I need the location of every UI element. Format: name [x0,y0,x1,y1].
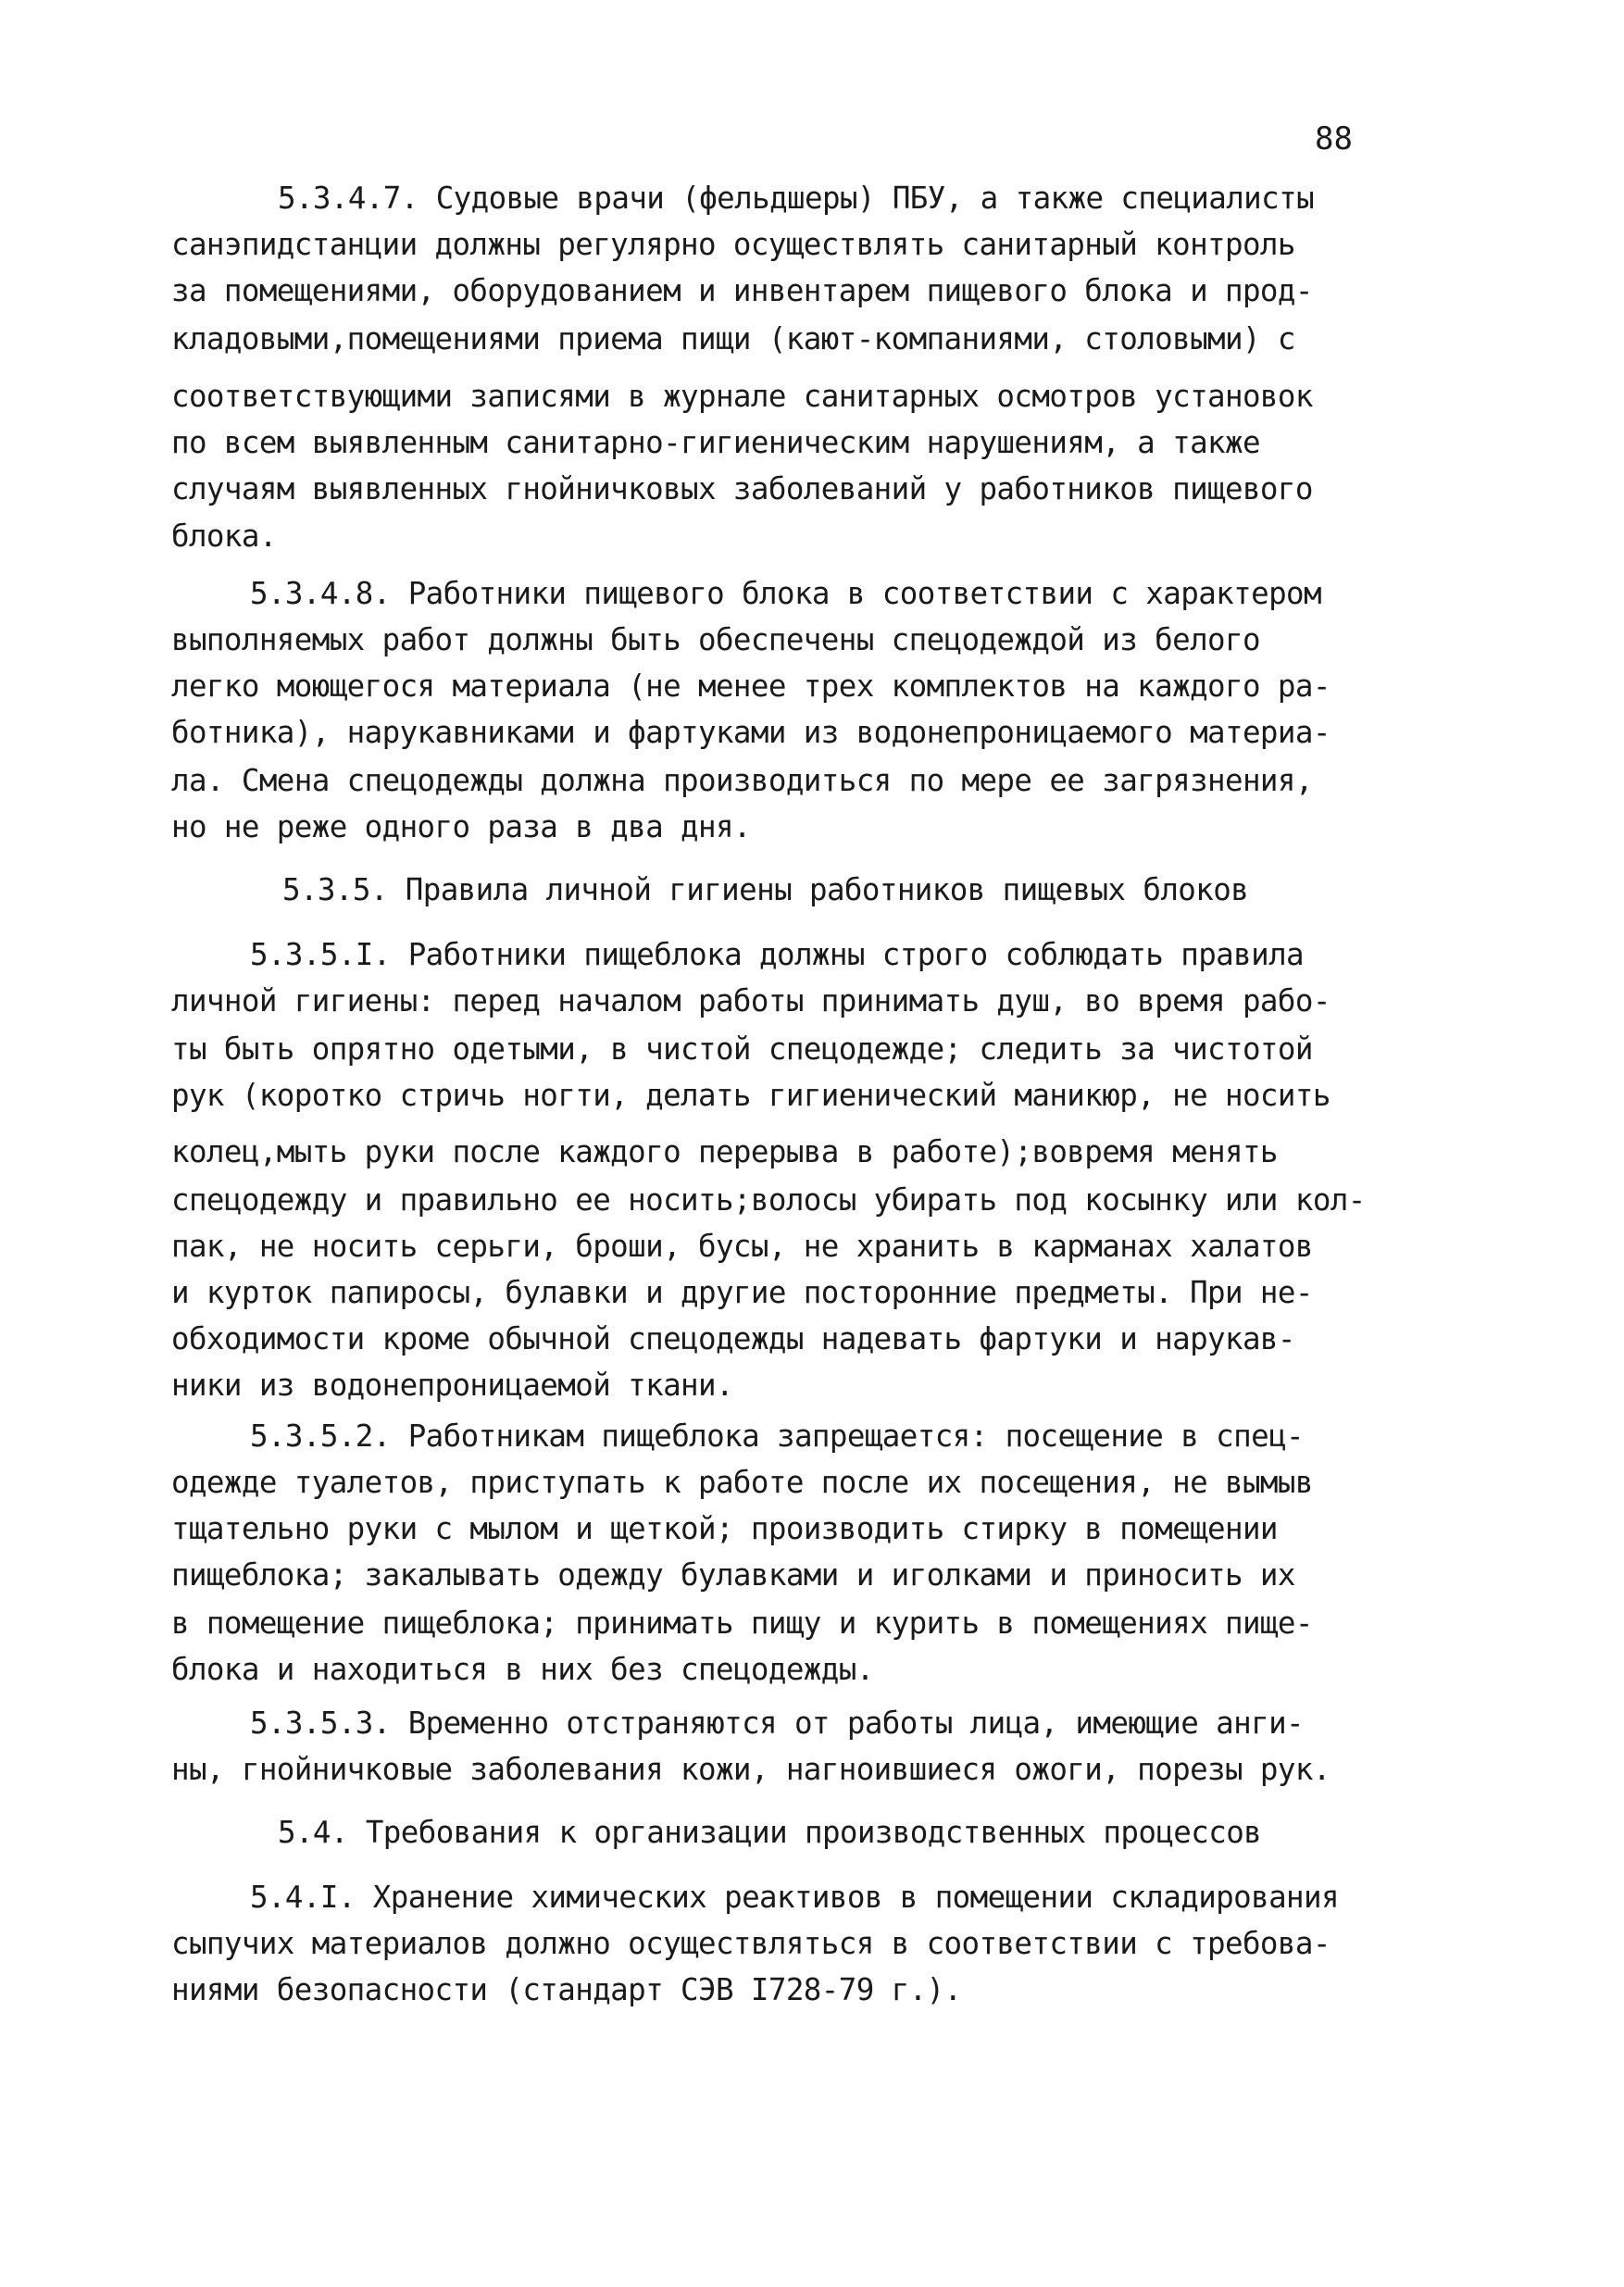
text-line: но не реже одного раза в два дня. [171,809,751,844]
text-line: по всем выявленным санитарно-гигиеническим нарушениям, а также [171,425,1260,460]
text-line: спецодежду и правильно ее носить;волосы убирать под косынку или кол- [171,1182,1366,1218]
text-line: за помещениями, оборудованием и инвентарем пищевого блока и прод- [171,273,1313,308]
text-line: ботника), нарукавниками и фартуками из водонепроницаемого материа- [171,715,1330,750]
text-line: личной гигиены: перед началом работы принимать душ, во время рабо- [171,983,1330,1019]
text-line: и курток папиросы, булавки и другие посторонние предметы. При не- [171,1275,1313,1310]
text-line: 5.4.I. Хранение химических реактивов в помещении складирования [250,1880,1339,1915]
text-line: 5.3.5.3. Временно отстраняются от работы лица, имеющие анги- [250,1706,1304,1741]
text-line: 5.3.5.2. Работникам пищеблока запрещается: посещение в спец- [250,1418,1304,1454]
text-line: выполняемых работ должны быть обеспечены спецодеждой из белого [171,622,1260,657]
text-line: ла. Смена спецодежды должна производиться по мере ее загрязнения, [171,763,1313,798]
text-line: кладовыми,помещениями приема пищи (кают-компаниями, столовыми) с [171,321,1295,356]
section-heading: 5.3.5. Правила личной гигиены работников пищевых блоков [282,872,1249,907]
text-line: легко моющегося материала (не менее трех комплектов на каждого ра- [171,669,1330,704]
text-line: 5.3.5.I. Работники пищеблока должны строго соблюдать правила [250,937,1304,972]
text-line: ны, гнойничковые заболевания кожи, нагноившиеся ожоги, порезы рук. [171,1752,1330,1787]
text-line: ниями безопасности (стандарт СЭВ I728-79 г.). [171,1972,962,2007]
page-number: 88 [1315,120,1353,157]
text-line: случаям выявленных гнойничковых заболеваний у работников пищевого [171,471,1313,506]
text-line: соответствующими записями в журнале санитарных осмотров установок [171,379,1313,414]
text-line: ники из водонепроницаемой ткани. [171,1368,733,1403]
text-line: 5.3.4.8. Работники пищевого блока в соответствии с характером [250,576,1321,611]
text-line: пищеблока; закалывать одежду булавками и иголками и приносить их [171,1557,1295,1593]
text-line: колец,мыть руки после каждого перерыва в работе);вовремя менять [171,1134,1278,1169]
text-line: 5.3.4.7. Судовые врачи (фельдшеры) ПБУ, а также специалисты [278,181,1315,216]
text-line: ты быть опрятно одетыми, в чистой спецодежде; следить за чистотой [171,1031,1313,1067]
text-line: блока и находиться в них без спецодежды. [171,1652,874,1687]
text-line: обходимости кроме обычной спецодежды надевать фартуки и нарукав- [171,1321,1295,1356]
section-heading: 5.4. Требования к организации производственных процессов [278,1815,1262,1850]
text-line: санэпидстанции должны регулярно осуществлять санитарный контроль [171,227,1295,262]
text-line: сыпучих материалов должно осуществляться в соответствии с требова- [171,1926,1330,1961]
text-line: одежде туалетов, приступать к работе после их посещения, не вымыв [171,1465,1313,1500]
text-line: в помещение пищеблока; принимать пищу и курить в помещениях пище- [171,1606,1313,1641]
text-line: блока. [171,519,277,554]
text-line: тщательно руки с мылом и щеткой; производить стирку в помещении [171,1511,1278,1546]
text-line: пак, не носить серьги, броши, бусы, не хранить в карманах халатов [171,1229,1313,1264]
text-line: рук (коротко стричь ногти, делать гигиенический маникюр, не носить [171,1078,1330,1113]
